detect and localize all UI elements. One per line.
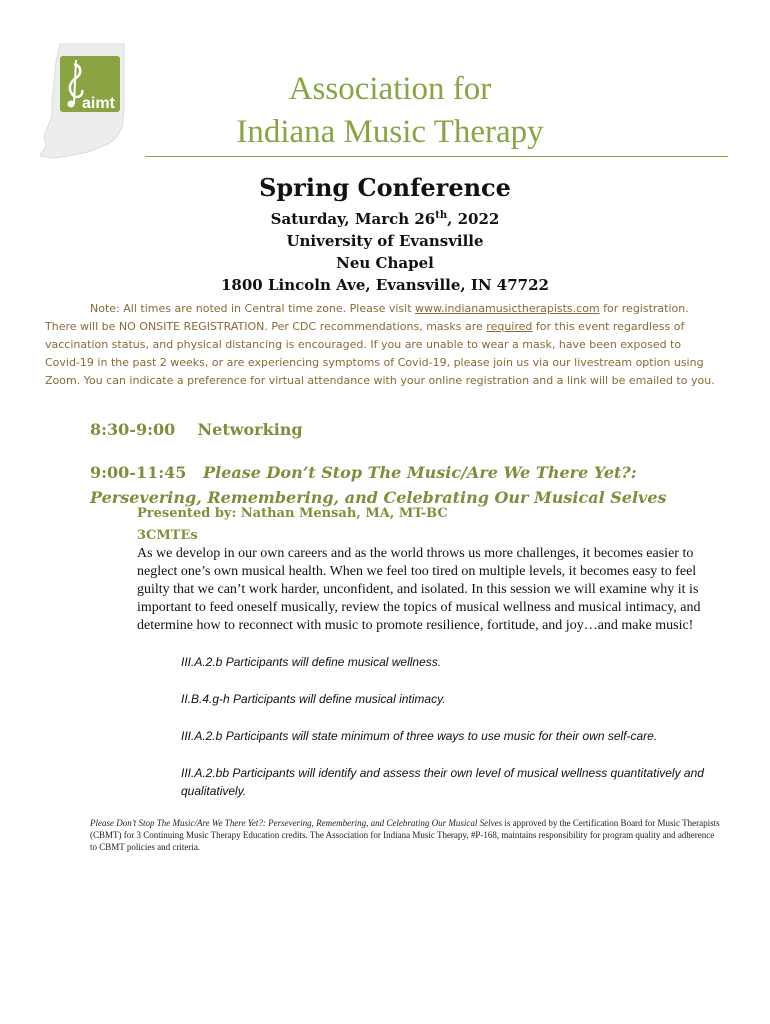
- note-required: required: [486, 320, 533, 333]
- conference-title: Spring Conference: [259, 173, 511, 202]
- logo-text: aimt: [82, 95, 115, 112]
- date-main: Saturday, March 26: [270, 210, 436, 228]
- session-credits: 3CMTEs: [137, 528, 198, 543]
- schedule-time: 8:30-9:00: [90, 420, 176, 439]
- org-title-line2: Indiana Music Therapy: [236, 114, 544, 150]
- session-title: Please Don’t Stop The Music/Are We There Yet?: Persevering, Remembering, and Celebrating Our Musical Selves: [90, 463, 667, 507]
- conference-header: [0, 171, 770, 296]
- conference-address: 1800 Lincoln Ave, Evansville, IN 47722: [221, 276, 549, 294]
- note-text-3: for this event regardless of vaccination status, and physical distancing is encouraged. If you are unable to wear a mask, have been exposed to Covid-19 in the past 2 weeks, or are experiencing symptoms of Covid-19, please join us via our livestream option using Zoom. You can indicate a preference for virtual attendance with your online registration and a link will be emailed to you.: [45, 320, 715, 387]
- aimt-logo: [38, 42, 128, 162]
- footer-session-title: Please Don’t Stop The Music/Are We There Yet?: Persevering, Remembering, and Celebrating Our Musical Selves: [90, 818, 503, 828]
- conference-venue: University of Evansville: [286, 232, 484, 250]
- header-divider: [145, 156, 728, 157]
- indiana-state-logo-icon: [38, 42, 128, 162]
- date-suffix: th: [435, 210, 448, 221]
- organization-title: [150, 68, 630, 154]
- learning-objective: III.A.2.b Participants will define musical wellness.: [181, 655, 442, 669]
- learning-objective: III.A.2.b Participants will state minimum of three ways to use music for their own self-care.: [181, 729, 658, 743]
- session-time: 9:00-11:45: [90, 463, 187, 482]
- session-presenter: Presented by: Nathan Mensah, MA, MT-BC: [137, 506, 448, 521]
- date-year: , 2022: [447, 210, 500, 228]
- learning-objective: III.A.2.bb Participants will identify and assess their own level of musical wellness quantitatively and qualitatively.: [181, 766, 704, 798]
- org-title-line1: Association for: [288, 71, 492, 107]
- learning-objective: II.B.4.g-h Participants will define musical intimacy.: [181, 692, 446, 706]
- conference-room: Neu Chapel: [336, 254, 434, 272]
- footer-text: is approved by the Certification Board for Music Therapists (CBMT) for 3 Continuing Music Therapy Education credits. The Association for Indiana Music Therapy, #P-168, maintains responsibility for program quality and adherence to CBMT policies and criteria.: [90, 818, 720, 852]
- conference-date: [0, 205, 770, 230]
- schedule-title: Networking: [197, 420, 303, 439]
- registration-link[interactable]: www.indianamusictherapists.com: [415, 302, 600, 315]
- cbmt-approval-statement: [90, 817, 722, 853]
- session-description: As we develop in our own careers and as the world throws us more challenges, it becomes easier to neglect one’s own musical health. When we feel too tired on multiple levels, it becomes easy to feel guilty that we can’t work harder, unconfident, and isolated. In this session we will examine why it is important to feed oneself musically, review the topics of musical wellness and musical intimacy, and determine how to reconnect with music to promote resilience, fortitude, and joy…and make music!: [137, 546, 701, 633]
- note-text-2: for registration. There will be NO ONSITE REGISTRATION. Per CDC recommendations, masks are: [45, 302, 689, 333]
- schedule-item-networking: [90, 420, 303, 439]
- registration-note: [45, 300, 717, 390]
- note-text-1: Note: All times are noted in Central time zone. Please visit: [90, 302, 416, 315]
